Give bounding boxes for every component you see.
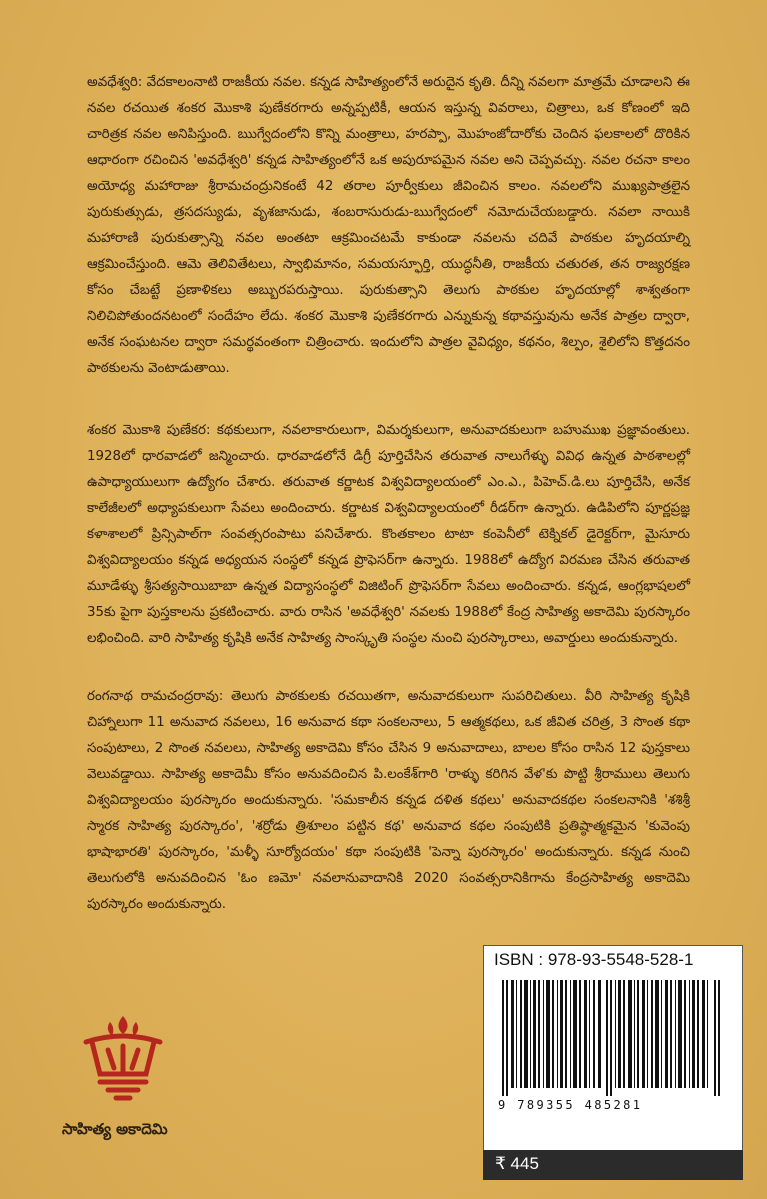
barcode-panel <box>483 945 743 1152</box>
price-label: ₹ 445 <box>495 1154 539 1173</box>
publisher-name: సాహిత్య అకాదెమి <box>62 1120 168 1138</box>
isbn-label: ISBN : 978-93-5548-528-1 <box>494 950 694 969</box>
sahitya-akademi-logo-icon <box>78 1012 168 1107</box>
barcode-digits: 9 789355 485281 <box>498 1098 643 1112</box>
price-bar <box>483 1150 743 1180</box>
barcode-icon <box>502 980 724 1096</box>
paragraph-translator-bio: రంగనాథ రామచంద్రరావు: తెలుగు పాఠకులకు రచయితగా, అనువాదకులుగా సుపరిచితులు. వీరి సాహిత్య కృషికి చిహ్నాలుగా 11 అనువాద నవలలు, 16 అనువాద కథా సంకలనాలు, 5 ఆత్మకథలు, ఒక జీవిత చరిత్ర, 3 సొంత కథా సంపుటాలు, 2 సొంత నవలలు, సాహిత్య అకాదెమి కోసం చేసిన 9 అనువాదాలు, బాలల కోసం రాసిన 12 పుస్తకాలు వెలువడ్డాయి. సాహిత్య అకాదెమీ కోసం అనువదించిన పి.లంకేశ్‌గారి 'రాళ్ళు కరిగిన వేళ'కు పొట్టి శ్రీరాములు తెలుగు విశ్వవిద్యాలయం పురస్కారం అందుకున్నారు. 'సమకాలీన కన్నడ దళిత కథలు' అనువాదకథల సంకలనానికి 'శశిశ్రీ స్మారక సాహిత్య పురస్కారం', 'శర్రోడు త్రిశూలం పట్టిన కథ' అనువాద కథల సంపుటికి ప్రతిష్ఠాత్మకమైన 'కువెంపు భాషాభారతి' పురస్కారం, 'మళ్ళీ సూర్యోదయం' కథా సంపుటికి 'పెన్నా పురస్కారం' అందుకున్నారు. కన్నడ నుంచి తెలుగులోకి అనువదించిన 'ఓం ణమో' నవలానువాదానికి 2020 సంవత్సరానికిగాను కేంద్రసాహిత్య అకాదెమి పురస్కారం అందుకున్నారు. <box>87 689 690 912</box>
paragraph-novel-summary: అవధేశ్వరి: వేదకాలంనాటి రాజకీయ నవల. కన్నడ సాహిత్యంలోనే అరుదైన కృతి. దీన్ని నవలగా మాత్రమే చూడాలని ఈ నవల రచయిత శంకర మొకాశి పుణేకరగారు అన్నప్పటికీ, ఆయన ఇస్తున్న వివరాలు, చిత్రాలు, ఒక కోణంలో ఇది చారిత్రక నవల అనిపిస్తుంది. ఋగ్వేదంలోని కొన్ని మంత్రాలు, హరప్పా, మొహంజోదారోకు చెందిన ఫలకాలలో దొరికిన ఆధారంగా రచించిన 'అవధేశ్వరి' కన్నడ సాహిత్యంలోనే ఒక అపురూపమైన నవల అని చెప్పవచ్చు. నవల రచనా కాలం అయోధ్య మహారాజు శ్రీరామచంద్రునికంటే 42 తరాల పూర్వీకులు జీవించిన కాలం. నవలలోని ముఖ్యపాత్రలైన పురుకుత్సుడు, త్రసదస్యుడు, వృశజానుడు, శంబరాసురుడు-ఋగ్వేదంలో నమోదుచేయబడ్డారు. నవలా నాయికి మహారాణి పురుకుత్సాన్ని నవల అంతటా ఆక్రమించటమే కాకుండా నవలను చదివే పాఠకుల హృదయాల్ని ఆక్రమించేస్తుంది. ఆమె తెలివితేటలు, స్వాభిమానం, సమయస్ఫూర్తి, యుద్ధనీతి, రాజకీయ చతురత, తన రాజ్యరక్షణ కోసం చేబట్టే ప్రణాళికలు అబ్బురపరుస్తాయి. పురుకుత్సాని తెలుగు పాఠకుల హృదయాల్లో శాశ్వతంగా నిలిచిపోతుందనటంలో సందేహం లేదు. శంకర మొకాశి పుణేకరగారు ఎన్నుకున్న కథావస్తువును అనేక పాత్రల ద్వారా, అనేక సంఘటనల ద్వారా సమర్థవంతంగా చిత్రించారు. ఇందులోని పాత్రల వైవిధ్యం, కథనం, శిల్పం, శైలిలోని కొత్తదనం పాఠకులను వెంటాడుతాయి. <box>87 75 690 376</box>
paragraph-author-bio: శంకర మొకాశి పుణేకర: కథకులుగా, నవలాకారులుగా, విమర్శకులుగా, అనువాదకులుగా బహుముఖ ప్రజ్ఞావంతులు. 1928లో ధారవాడలో జన్మించారు. ధారవాడలోనే డిగ్రీ పూర్తిచేసిన తరువాత నాలుగేళ్ళు వివిధ ఉన్నత పాఠశాలల్లో ఉపాధ్యాయులుగా ఉద్యోగం చేశారు. తరువాత కర్ణాటక విశ్వవిద్యాలయంలో ఎం.ఎ., పిహెచ్.డి.లు పూర్తిచేసి, అనేక కాలేజీలలో అధ్యాపకులుగా సేవలు అందించారు. కర్ణాటక విశ్వవిద్యాలయంలో రీడర్‌గా ఉన్నారు. ఉడిపిలోని పూర్ణప్రజ్ఞ కళాశాలలో ప్రిన్సిపాల్‌గా సంవత్సరంపాటు పనిచేశారు. కొంతకాలం టాటా కంపెనీలో టెక్నికల్ డైరెక్టర్‌గా, మైసూరు విశ్వవిద్యాలయం కన్నడ అధ్యయన సంస్థలో కన్నడ ప్రొఫెసర్‌గా ఉన్నారు. 1988లో ఉద్యోగ విరమణ చేసిన తరువాత మూడేళ్ళు శ్రీసత్యసాయిబాబా ఉన్నత విద్యాసంస్థలో విజిటింగ్ ప్రొఫెసర్‌గా సేవలు అందించారు. కన్నడ, ఆంగ్లభాషలలో 35కు పైగా పుస్తకాలను ప్రకటించారు. వారు రాసిన 'అవధేశ్వరి' నవలకు 1988లో కేంద్ర సాహిత్య అకాదెమి పురస్కారం లభించింది. వారి సాహిత్య కృషికి అనేక సాహిత్య సాంస్కృతి సంస్థల నుంచి పురస్కారాలు, అవార్డులు అందుకున్నారు. <box>87 423 690 646</box>
